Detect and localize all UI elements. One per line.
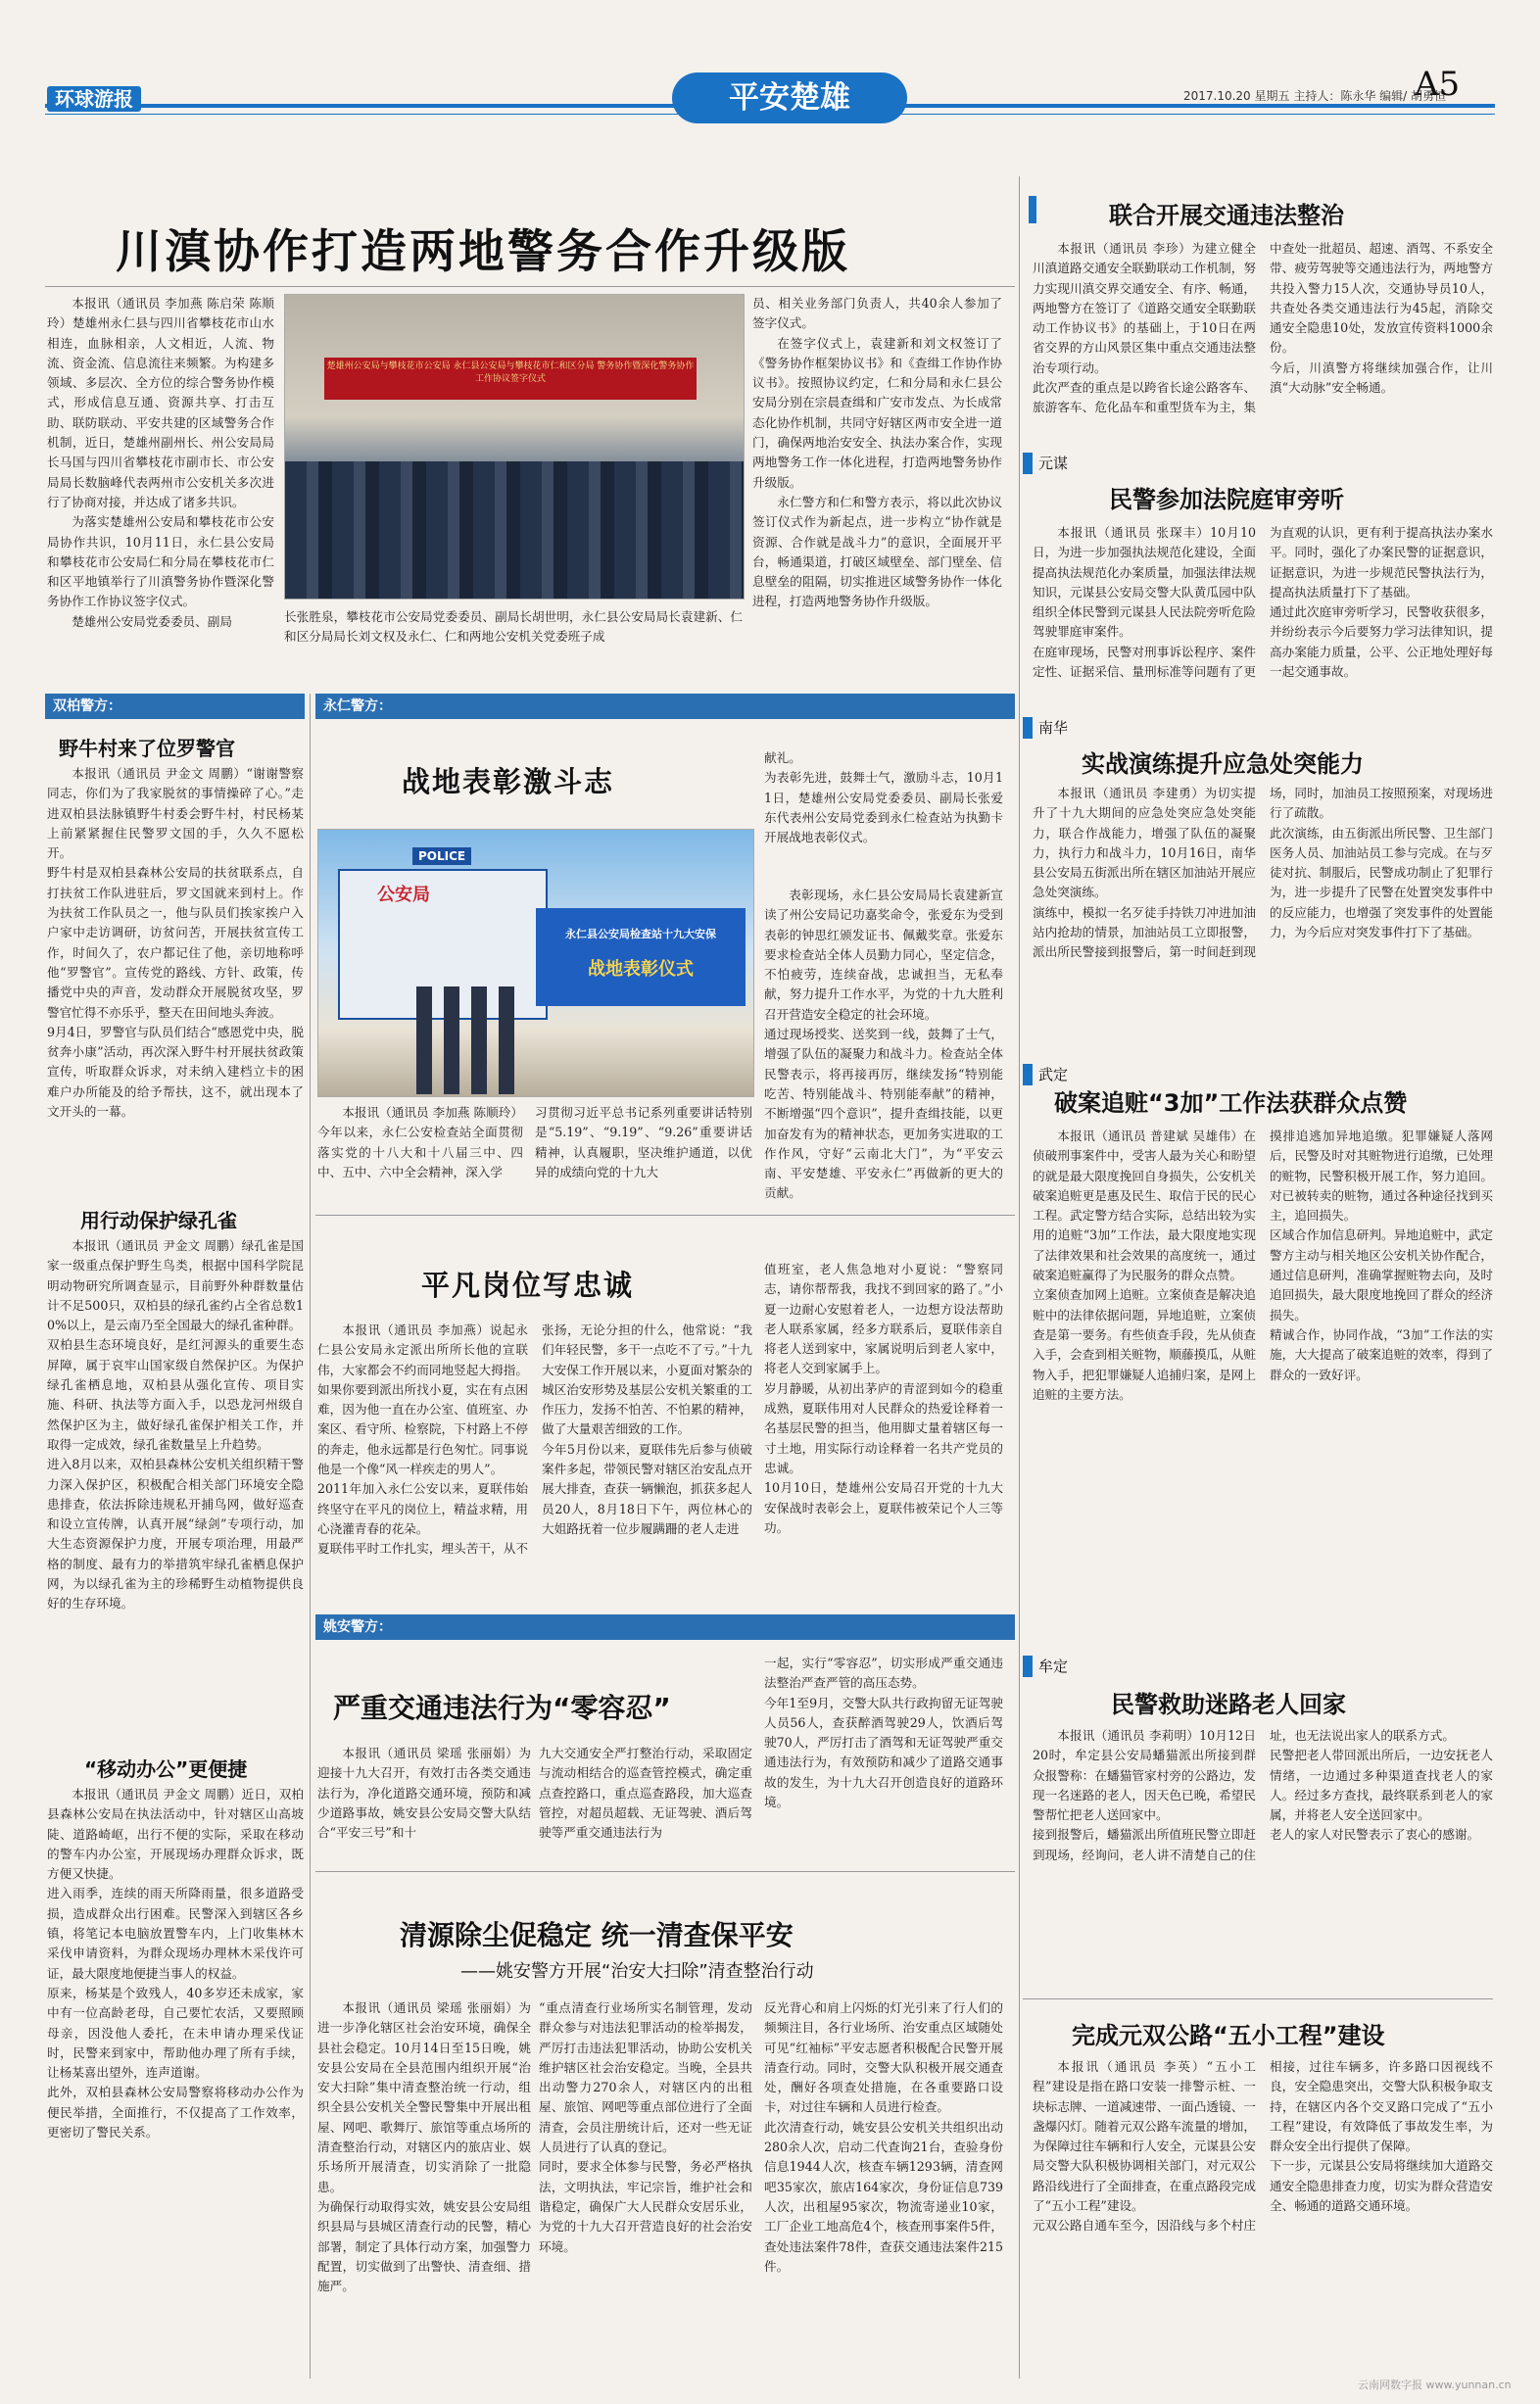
right-h6: 完成元双公路“五小工程”建设 (1072, 2022, 1385, 2049)
tag-mouding (1023, 1656, 1493, 1677)
yongren-caption2: 习贯彻习近平总书记系列重要讲话特别是“5.19”、“9.19”、“9.26”重要讲话精神，认真履职，坚决维护通道，以优异的成绩向党的十九大 (535, 1105, 752, 1179)
yongren-tag: 永仁警方： (323, 698, 392, 714)
tag-wuding-box (1023, 1064, 1033, 1085)
lead-col3 (752, 294, 1002, 688)
left-logo: 环球游报 (47, 86, 141, 112)
shuangbai-h2: 用行动保护绿孔雀 (80, 1209, 237, 1232)
yaoan-t2c: 反光背心和肩上闪烁的灯光引来了行人们的频频注目，各行业场所、治安重点区域随处可见“红袖标”平安志愿者积极配合民警开展清查行动。同时，交警大队积极开展交通查处，酬好各项查处措施，在各重要路口设卡，对过往车辆和人员进行检查。 此次清查行动，姚安县公安机关共组织出动280余人次，启动二代查询21台，查验身份信息1944人次，核查车辆1293辆，清查网吧35家次，旅店164家次，身份证信息739人次，出租屋95家次，物流寄递业10家，工厂企业工地高危4个，核查刑事案件5件，查处违法案件78件，查获交通违法案件215件。 (764, 2000, 1003, 2274)
yaoan-h2-sub: ——姚安警方开展“治安大扫除”清查整治行动 (460, 1961, 814, 1982)
page-number: A5 (1415, 65, 1461, 104)
yongren-t2: 本报讯（通讯员 李加燕）说起永仁县公安局永定派出所所长他的宣联伟，大家都会不约而同地竖起大拇指。如果你要到派出所找小夏，实在有点困难，因为他一直在办公室、值班室、办案区、看守所、检察院，下村路上不停的奔走，他永远都是行色匆忙。同事说他是一个像“风一样疾走的男人”。 2011年加入永仁公安以来，夏联伟始终坚守在平凡的岗位上，精益求精，用心浇灌青春的花朵。 夏联伟平时工作扎实，埋头苦干，从不张扬，无论分担的什么，他常说：“我们年轻民警，多干一点吃不了亏。”十九大安保工作开展以来，小夏面对繁杂的城区治安形势及基层公安机关繁重的工作压力，发扬不怕苦、不怕累的精神，做了大量艰苦细致的工作。 今年5月份以来，夏联伟先后参与侦破案件多起，带领民警对辖区治安乱点开展大排查，查获一辆懒泡，抓获多起人员20人，8月18日下午，两位林心的大姐路抚着一位步履蹒跚的老人走进 (317, 1322, 752, 1557)
right-t2: 本报讯（通讯员 张琛丰）10月10日，为进一步加强执法规范化建设，全面提高执法规范化办案质量，加强法律法规知识，元谋县公安局交警大队黄瓜园中队组织全体民警到元谋县人民法院旁听危险驾驶罪庭审案件。 在庭审现场，民警对刑事诉讼程序、案件定性、证据采信、量刑标准等问题有了更为直观的认识，更有利于提高执法办案水平。同时，强化了办案民警的证据意识，证据意识，为进一步规范民警执法行为，提高执法质量打下了基础。 通过此次庭审旁听学习，民警收获很多，并纷纷表示今后要努力学习法律知识，提高办案能力质量，公平、公正地处理好每一起交通事故。 (1033, 525, 1493, 680)
tag-mouding-label: 牟定 (1038, 1658, 1069, 1675)
right-h1-bar (1029, 196, 1036, 223)
yaoan-tag: 姚安警方： (323, 1619, 392, 1635)
right-h3: 实战演练提升应急处突能力 (1082, 750, 1364, 778)
right-t3: 本报讯（通讯员 李建勇）为切实提升了十九大期间的应急处突应急处突能力，联合作战能力，增强了队伍的凝聚力，执行力和战斗力，10月16日，南华县公安局五街派出所在辖区加油站开展应急处突演练。 演练中，模拟一名歹徒手持铁刀冲进加油站内抢劫的情景，加油站员工立即报警，派出所民警接到报警后，第一时间赶到现场，同时，加油员工按照预案，对现场进行了疏散。 此次演练，由五街派出所民警、卫生部门医务人员、加油站员工参与完成。在与歹徒对抗、制服后，民警成功制止了犯罪行为，进一步提升了民警在处置突发事件中的反应能力，也增强了突发事件的处置能力，为今后应对突发事件打下了基础。 (1033, 786, 1493, 960)
right-t4: 本报讯（通讯员 普建斌 吴雄伟）在侦破刑事案件中，受害人最为关心和盼望的就是最大限度挽回自身损失，公安机关破案追赃更是惠及民生、取信于民的民心工程。武定警方结合实际，总结出较为实用的追赃“3加”工作法，最大限度地实现了法律效果和社会效果的高度统一，通过破案追赃赢得了为民服务的群众点赞。 立案侦查加网上追赃。立案侦查是解决追赃中的法律依据问题，异地追赃，立案侦查是第一要务。有些侦查手段，先从侦查入手，会查到相关赃物，顺藤摸瓜，从赃物入手，把犯罪嫌疑人追捕归案，是网上追赃的主要方法。 摸排追逃加异地追缴。犯罪嫌疑人落网后，民警及时对其赃物进行追缴，已处理的赃物，民警积极开展工作，努力追回。对已被转卖的赃物，通过各种途径找到买主，追回损失。 区域合作加信息研判。异地追赃中，武定警方主动与相关地区公安机关协作配合，通过信息研判，准确掌握赃物去向，及时追回损失，最大限度地挽回了群众的经济损失。 精诚合作，协同作战，“3加”工作法的实施，大大提高了破案追赃的效率，得到了群众的一致好评。 (1033, 1129, 1493, 1402)
yaoan-h1: 严重交通违法行为“零容忍” (333, 1692, 671, 1724)
yaoan-t1b: 九大交通安全严打整治行动，采取固定与流动相结合的巡查管控模式，确定重点查控路口，重点巡查路段，加大巡查管控，对超员超载、无证驾驶、酒后驾驶等严重交通违法行为 (539, 1746, 752, 1841)
shuangbai-h3: “移动办公”更便捷 (84, 1757, 248, 1781)
yongren-t3: 值班室，老人焦急地对小夏说：“警察同志，请你帮帮我，我找不到回家的路了。”小夏一边耐心安慰着老人，一边想方设法帮助老人联系家属，经多方联系后，夏联伟亲自将老人送到家中，家属说明后到老人家中，将老人交到家属手上。 岁月静暖，从初出茅庐的青涩到如今的稳重成熟，夏联伟用对人民群众的热爱诠释着一名基层民警的担当，他用脚丈量着辖区每一寸土地，用实际行动诠释着一名共产党员的忠诚。 10月10日，楚雄州公安局召开党的十九大安保战时表彰会上，夏联伟被荣记个人三等功。 (764, 1262, 1003, 1535)
photo-banner2-line2: 战地表彰仪式 (588, 959, 694, 980)
tag-yuanmou-label: 元谋 (1038, 455, 1069, 472)
shuangbai-t2: 本报讯（通讯员 尹金文 周鹏）绿孔雀是国家一级重点保护野生鸟类，根据中国科学院昆明动物研究所调查显示，目前野外种群数量估计不足500只，双柏县的绿孔雀约占全省总数10%以上，是云南乃至全国最大的绿孔雀种群。 双柏县生态环境良好，是红河源头的重要生态屏障，属于哀牢山国家级自然保护区。为保护绿孔雀栖息地，双柏县从强化宣传、项目实施、科研、执法等方面入手，以恐龙河州级自然保护区为主，做好绿孔雀保护相关工作，并取得一定成效，绿孔雀数量呈上升趋势。 进入8月以来，双柏县森林公安机关组织精干警力深入保护区，积极配合相关部门环境安全隐患排查，依法拆除违规私开捕鸟网，做好巡查和设立宣传牌，认真开展“绿剑”专项行动，加大生态资源保护力度，开展专项治理，用最严格的制度、最有力的举措筑牢绿孔雀栖息保护网，为以绿孔雀为主的珍稀野生动植物提供良好的生存环境。 (47, 1238, 304, 1611)
photo-officers2 (416, 986, 524, 1094)
tag-nanhua-label: 南华 (1038, 719, 1069, 737)
tag-nanhua (1023, 717, 1493, 739)
yongren-h2: 平凡岗位写忠诚 (421, 1269, 635, 1302)
lead-col1 (47, 294, 274, 688)
lead-para3: 楚雄州公安局党委委员、副局 (72, 613, 232, 629)
tag-yuanmou-box (1023, 453, 1033, 474)
yongren-photo (317, 829, 754, 1097)
tag-wuding (1023, 1064, 1493, 1085)
right-h1: 联合开展交通违法整治 (1109, 202, 1344, 229)
shuangbai-divider (310, 694, 311, 2379)
photo-banner: 楚雄州公安局与攀枝花市公安局 永仁县公安局与攀枝花市仁和区分局 警务协作暨深化警务协作工作协议签字仪式 (324, 358, 697, 400)
yaoan-rule (315, 1871, 1015, 1872)
right-h5: 民警救助迷路老人回家 (1111, 1691, 1346, 1718)
yongren-t1a: 献礼。 为表彰先进，鼓舞士气，激励斗志，10月11日，楚雄州公安局党委委员、副局长张爱东代表州公安局党委到永仁检查站为执勤卡开展战地表彰仪式。 (764, 750, 1003, 845)
shuangbai-t1: 本报讯（通讯员 尹金文 周鹏）“谢谢警察同志，你们为了我家脱贫的事情操碎了心。”走进双柏县法脉镇野牛村委会野牛村，村民杨某上前紧紧握住民警罗文国的手，久久不愿松开。 野牛村是双柏县森林公安局的扶贫联系点，自打扶贫工作队进驻后，罗文国就来到村上。作为扶贫工作队员之一，他与队员们挨家挨户入户家中走访调研，访贫问苦，开展扶贫宣传工作，时间久了，农户都记住了他，亲切地称呼他“罗警官”。宣传党的路线、方针、政策，传播党中央的声音，发动群众开展脱贫攻坚，罗警官忙得不亦乐乎，整天在田间地头奔波。 9月4日，罗警官与队员们结合“感恩党中央，脱贫奔小康”活动，再次深入野牛村开展扶贫政策宣传，听取群众诉求，对未纳入建档立卡的困难户办所能及的给予帮扶，这不，就出现本了文开头的一幕。 (47, 766, 304, 1120)
yongren-h1: 战地表彰激斗志 (402, 765, 615, 798)
right-divider (1019, 176, 1020, 2379)
photo-sign-police: POLICE (412, 847, 471, 865)
section-title: 平安楚雄 (672, 72, 907, 123)
date-line: 2017.10.20 星期五 主持人：陈永华 编辑/ 胡勇恒 (1182, 89, 1446, 103)
lead-col3-para3: 永仁警方和仁和警方表示，将以此次协议签订仪式作为新起点，进一步构立“协作就是资源、合作就是战斗力”的意识，全面展开平台，畅通渠道，打破区域壁垒、部门壁垒、信息壁垒的阻隔，切实推进区域警务协作一体化进程，打造两地警务协作升级版。 (752, 494, 1002, 609)
right-t1: 本报讯（通讯员 李珍）为建立健全川滇道路交通安全联勤联动工作机制，努力实现川滇交界交通安全、有序、畅通，两地警方在签订了《道路交通安全联勤联动工作协议书》的基础上，于10日在两省交界的方山风景区集中重点交通违法整治专项行动。 此次严查的重点是以跨省长途公路客车、旅游客车、危化品车和重型货车为主，集中查处一批超员、超速、酒驾、不系安全带、疲劳驾驶等交通违法行为，两地警方共投入警力15人次，交通协导员10人，共查处各类交通违法行为45起，消除交通安全隐患10处，发放宣传资料1000余份。 今后，川滇警方将继续加强合作，让川滇“大动脉”安全畅通。 (1033, 241, 1493, 415)
lead-para1: 本报讯（通讯员 李加燕 陈启荣 陈顺玲）楚雄州永仁县与四川省攀枝花市山水相连，血脉相亲，人文相近，人流、物流、资金流、信息流往来频繁。为构建多领域、多层次、全方位的综合警务协作模式，形成信息互通、资源共享、打击互助、联防联动、平安共建的区域警务合作机制，近日，楚雄州副州长、州公安局局长马国与四川省攀枝花市副市长、市公安局局长数脑峰代表两州市公安机关多次进行了协商对接，并达成了诸多共识。 (47, 296, 274, 509)
yaoan-tag-bar (315, 1614, 1015, 1640)
masthead (45, 65, 1495, 135)
right-h2: 民警参加法院庭审旁听 (1109, 486, 1344, 513)
yongren-rule (315, 1215, 1015, 1216)
photo-banner2 (536, 908, 746, 1006)
right-t5: 本报讯（通讯员 李莉明）10月12日20时，牟定县公安局蟠猫派出所接到群众报警称：在蟠猫管家村旁的公路边，发现一名迷路的老人，因天色已晚，希望民警帮忙把老人送回家中。 接到报警后，蟠猫派出所值班民警立即赶到现场，经询问，老人讲不清楚自己的住址，也无法说出家人的联系方式。 民警把老人带回派出所后，一边安抚老人情绪，一边通过多种渠道查找老人的家人。经过多方查找，最终联系到老人的家属，并将老人安全送回家中。 老人的家人对民警表示了衷心的感谢。 (1033, 1728, 1493, 1862)
lead-col3-para: 员、相关业务部门负责人，共40余人参加了签字仪式。 (752, 296, 1002, 331)
tag-yuanmou (1023, 453, 1493, 474)
yaoan-h2: 清源除尘促稳定 统一清查保平安 (400, 1919, 794, 1951)
right-h4: 破案追赃“3加”工作法获群众点赞 (1054, 1089, 1408, 1117)
tag-nanhua-box (1023, 717, 1033, 739)
lead-col3-para2: 在签字仪式上，袁建新和刘文权签订了《警务协作框架协议书》和《查缉工作协作协议书》。按照协议约定，仁和分局和永仁县公安局分别在宗晨查缉和广安市发点、为长成常态化协作机制，共同守好辖区两市安全进一道门，确保两地治安安全、执法办案合作，实现两地警务工作一体化进程，打造两地警务协作升级版。 (752, 335, 1002, 490)
yaoan-t1c: 一起，实行“零容忍”，切实形成严重交通违法整治严查严管的高压态势。 今年1至9月，交警大队共行政拘留无证驾驶人员56人，查获醉酒驾驶29人，饮酒后驾驶70人，严厉打击了酒驾和无证驾驶严重交通违法行为，有效预防和减少了道路交通事故的发生，为十九大召开创造良好的道路环境。 (764, 1656, 1003, 1810)
yaoan-t2a: 本报讯（通讯员 梁瑶 张丽娟）为进一步净化辖区社会治安环境，确保全县社会稳定。10月14日至15日晚，姚安县公安局在全县范围内组织开展“治安大扫除”集中清查整治统一行动，组织全县公安机关全警民警集中开展出租屋、网吧、歌舞厅、旅馆等重点场所的清查整治行动，对辖区内的旅店业、娱乐场所开展清查，切实消除了一批隐患。 为确保行动取得实效，姚安县公安局组织县局与县城区清查行动的民警，精心部署，制定了具体行动方案，加强警力配置，切实做到了出警快、清查细、措施严。 (317, 2000, 531, 2294)
shuangbai-tag-bar (45, 694, 305, 719)
tag-mouding-box (1023, 1656, 1033, 1677)
lead-caption: 长张胜泉，攀枝花市公安局党委委员、副局长胡世明，永仁县公安局局长袁建新、仁和区分局局长刘文权及永仁、仁和两地公安机关党委班子成 (284, 609, 743, 645)
lead-photo (284, 294, 745, 600)
lead-para2: 为落实楚雄州公安局和攀枝花市公安局协作共识，10月11日，永仁县公安局和攀枝花市公安局仁和分局在攀枝花市仁和区平地镇举行了川滇警务协作暨深化警务协作工作协议签字仪式。 (47, 514, 274, 609)
yaoan-t2b: “重点清查行业场所实名制管理，发动群众参与对违法犯罪活动的检举揭发，严厉打击违法犯罪活动，协助公安机关维护辖区社会治安稳定。当晚，全县共出动警力270余人，对辖区内的出租屋、旅馆、网吧等重点部位进行了全面清查，会员注册统计后，还对一些无证人员进行了认真的登记。 同时，要求全体参与民警，务必严格执法，文明执法，牢记宗旨，维护社会和谐稳定，确保广大人民群众安居乐业，为党的十九大召开营造良好的社会治安环境。 (539, 2000, 752, 2254)
photo-banner2-line1: 永仁县公安局检查站十九大安保 (565, 928, 716, 940)
right-rule6 (1023, 1998, 1493, 1999)
watermark: 云南网数字报 www.yunnan.cn (1358, 2379, 1512, 2391)
right-t6: 本报讯（通讯员 李英）“五小工程”建设是指在路口安装一排警示桩、一块标志牌、一道减速带、一面凸透镜、一盏爆闪灯。随着元双公路车流量的增加，为保障过往车辆和行人安全，元谋县公安局交警大队积极协调相关部门，对元双公路沿线进行了全面排查，在重点路段完成了“五小工程”建设。 元双公路自通车至今，因沿线与多个村庄相接，过往车辆多，许多路口因视线不良，安全隐患突出，交警大队积极争取支持，在辖区内各个交叉路口完成了“五小工程”建设，有效降低了事故发生率，为群众安全出行提供了保障。 下一步，元谋县公安局将继续加大道路交通安全隐患排查力度，切实为群众营造安全、畅通的道路交通环境。 (1033, 2059, 1493, 2234)
photo-officers (285, 461, 744, 599)
shuangbai-tag: 双柏警方： (53, 698, 121, 714)
yongren-t1b: 表彰现场，永仁县公安局局长袁建新宣读了州公安局记功嘉奖命令，张爱东为受到表彰的钟思红颁发证书、佩戴奖章。张爱东要求检查站全体人员勤力同心，坚定信念，不怕疲劳，连续奋战，忠诚担当，无私奉献，努力提升工作水平，为党的十九大胜利召开营造安全稳定的社会环境。 通过现场授奖、送奖到一线，鼓舞了士气，增强了队伍的凝聚力和战斗力。检查站全体民警表示，将再接再厉，继续发扬“特别能吃苦、特别能战斗、特别能奉献”的精神，不断增强“四个意识”，提升查缉技能，以更加奋发有为的精神状态，更加务实进取的工作作风，守好“云南北大门”，为“平安云南、平安楚雄、平安永仁”再做新的更大的贡献。 (764, 888, 1003, 1201)
lead-headline: 川滇协作打造两地警务合作升级版 (116, 225, 850, 279)
yongren-tag-bar (315, 694, 1015, 719)
yongren-caption1: 本报讯（通讯员 李加燕 陈顺玲）今年以来，永仁公安检查站全面贯彻落实党的十八大和十八届三中、四中、五中、六中全会精神，深入学 (317, 1105, 523, 1179)
shuangbai-t3: 本报讯（通讯员 尹金文 周鹏）近日，双柏县森林公安局在执法活动中，针对辖区山高坡陡、道路崎岖，出行不便的实际，采取在移动的警车内办公室，开展现场办理群众诉求，既方便又快捷。 进入雨季，连续的雨天所降雨量，很多道路受损，造成群众出行困难。民警深入到辖区各乡镇，将笔记本电脑放置警车内，上门收集林木采伐申请资料，为群众现场办理林木采伐许可证，最大限度地便捷当事人的权益。 原来，杨某是个致残人，40多岁还未成家，家中有一位高龄老母，自己要忙农活，又要照顾母亲，因没他人委托，在未申请办理采伐证时，民警来到家中，帮助他办理了所有手续，让杨某喜出望外，连声道谢。 此外，双柏县森林公安局警察将移动办公作为便民举措，全面推行，不仅提高了工作效率，更密切了警民关系。 (47, 1787, 304, 2140)
photo-sign-gaj: 公安局 (377, 885, 430, 905)
lead-rule (45, 286, 1015, 287)
shuangbai-h1: 野牛村来了位罗警官 (59, 737, 235, 760)
tag-wuding-label: 武定 (1038, 1066, 1069, 1083)
yaoan-t1a: 本报讯（通讯员 梁瑶 张丽娟）为迎接十九大召开，有效打击各类交通违法行为，净化道路交通环境，预防和减少道路事故，姚安县公安局交警大队结合“平安三号”和十 (317, 1746, 531, 1841)
